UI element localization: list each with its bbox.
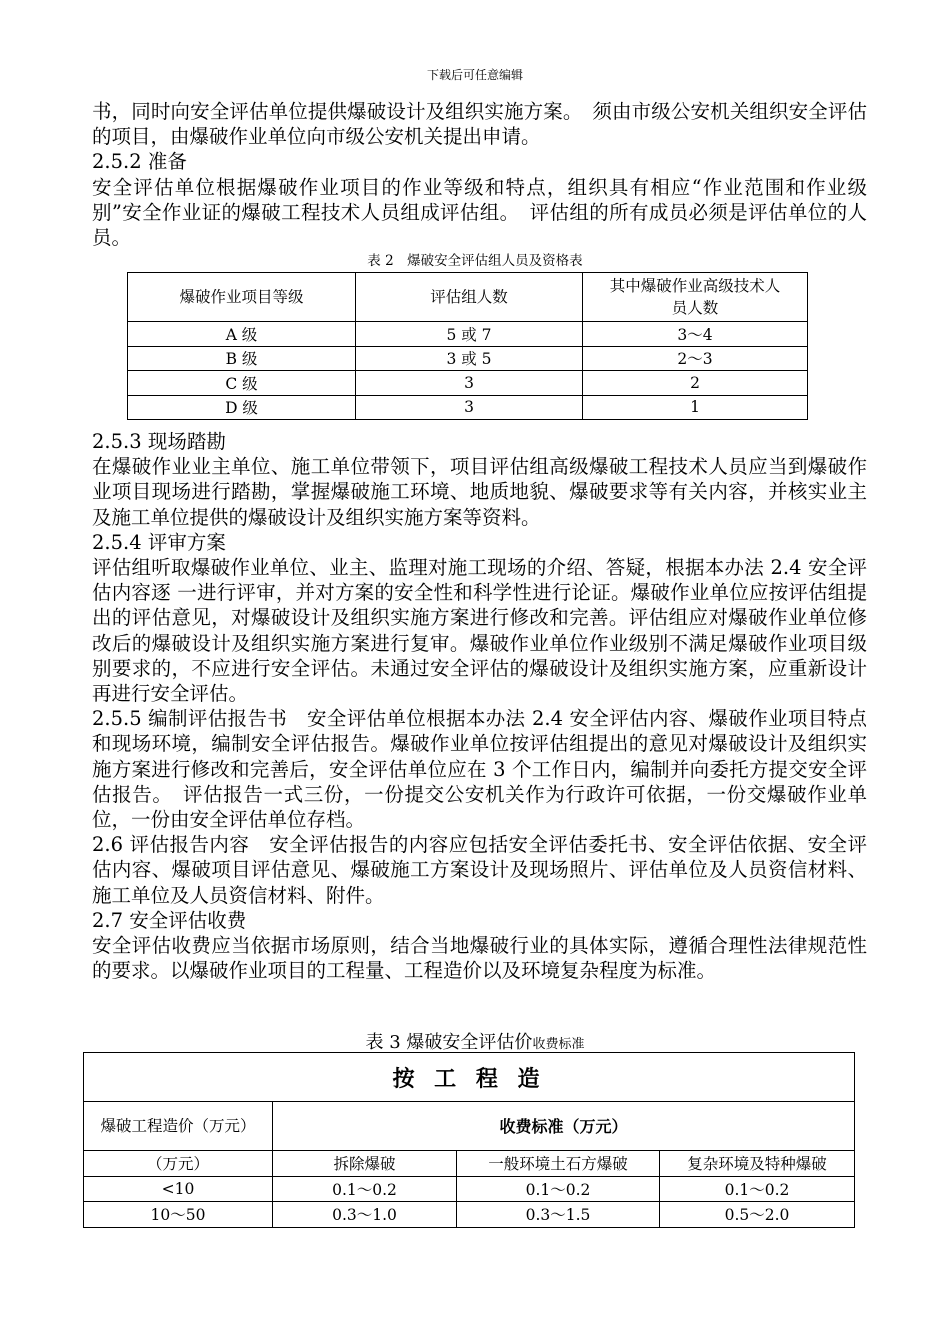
section-2-5-5: 2.5.5 编制评估报告书 安全评估单位根据本办法 2.4 安全评估内容、爆破作业项目特点和现场环境，编制安全评估报告。爆破作业单位按评估组提出的意见对爆破设计及组织实施方案进行修改和完善后，安全评估单位应在 3 个工作日内，编制并向委托方提交安全评估报告。 评估报告一式三份，一份提交公安机关作为行政许可依据，一份交爆破作业单位，一份由安全评估单位存档。 xyxy=(92,707,867,832)
table-cell: 3 或 5 xyxy=(356,346,583,371)
table-header-row xyxy=(84,1102,855,1151)
fee-standard-header-cell: 收费标准（万元） xyxy=(273,1102,855,1151)
section-2-5-3-title: 2.5.3 现场踏勘 xyxy=(92,430,226,453)
table-cell: A 级 xyxy=(128,322,356,347)
table-cell: 0.5～2.0 xyxy=(660,1202,855,1228)
subheader-cell: 一般环境土石方爆破 xyxy=(457,1151,660,1177)
intro-paragraph: 书，同时向安全评估单位提供爆破设计及组织实施方案。 须由市级公安机关组织安全评估的项目，由爆破作业单位向市级公安机关提出申请。 xyxy=(92,100,867,149)
table-cell: 10～50 xyxy=(84,1202,273,1228)
table-cell: 1 xyxy=(583,395,808,420)
table-row xyxy=(128,322,808,347)
upper-text-block xyxy=(92,99,867,250)
section-2-5-4-title: 2.5.4 评审方案 xyxy=(92,530,226,554)
table-cell: 0.3～1.5 xyxy=(457,1202,660,1228)
table-cell: D 级 xyxy=(128,395,356,420)
table-title-row xyxy=(84,1053,855,1102)
personnel-qualification-table xyxy=(127,272,808,420)
header-cell: 其中爆破作业高级技术人员人数 xyxy=(583,273,808,322)
table-cell: 2 xyxy=(583,371,808,396)
table-row xyxy=(128,371,808,396)
table-row xyxy=(128,395,808,420)
table-cell: 3 xyxy=(356,395,583,420)
table-cell: 5 或 7 xyxy=(356,322,583,347)
section-2-6: 2.6 评估报告内容 安全评估报告的内容应包括安全评估委托书、安全评估依据、安全评估内容、爆破项目评估意见、爆破施工方案设计及现场照片、评估单位及人员资信材料、施工单位及人员资信材料、附件。 xyxy=(92,833,867,907)
section-2-5-2-title: 2.5.2 准备 xyxy=(92,150,187,174)
section-2-5-4-body: 评估组听取爆破作业单位、业主、监理对施工现场的介绍、答疑，根据本办法 2.4 安全评估内容逐 一进行评审，并对方案的安全性和科学性进行论证。爆破作业单位应按评估组提出的评估意见，对爆破设计及组织实施方案进行修改和完善。评估组应对爆破作业单位修改后的爆破设计及组织实施方案进行复审。爆破作业单位作业级别不满足爆破作业项目级别要求的，不应进行安全评估。未通过安全评估的爆破设计及组织实施方案，应重新设计再进行安全评估。 xyxy=(92,556,867,706)
section-2-7-title: 2.7 安全评估收费 xyxy=(92,908,247,932)
table-cell: <10 xyxy=(84,1176,273,1202)
table-cell: B 级 xyxy=(128,346,356,371)
table-subheader-row xyxy=(84,1151,855,1177)
table3-caption-main: 表 3 爆破安全评估价 xyxy=(365,1032,533,1053)
table-row xyxy=(128,346,808,371)
cost-header-cell: 爆破工程造价（万元） xyxy=(84,1102,273,1151)
table3-caption xyxy=(0,1028,950,1054)
table-title-cell: 按 工 程 造 xyxy=(84,1053,855,1102)
table-row xyxy=(84,1176,855,1202)
table-header-row xyxy=(128,273,808,322)
subheader-cell: （万元） xyxy=(84,1151,273,1177)
table-cell: 0.1～0.2 xyxy=(273,1176,457,1202)
subheader-cell: 复杂环境及特种爆破 xyxy=(660,1151,855,1177)
page-header: 下载后可任意编辑 xyxy=(426,68,523,82)
table2-caption: 表 2 爆破安全评估组人员及资格表 xyxy=(367,253,583,269)
table-cell: C 级 xyxy=(128,371,356,396)
table-cell: 0.1～0.2 xyxy=(457,1176,660,1202)
table3-caption-small: 收费标准 xyxy=(532,1037,585,1052)
table-cell: 3～4 xyxy=(583,322,808,347)
lower-text-block xyxy=(92,429,867,983)
header-cell: 评估组人数 xyxy=(356,273,583,322)
table-cell: 2～3 xyxy=(583,346,808,371)
table-cell: 0.3～1.0 xyxy=(273,1202,457,1228)
section-2-7-body: 安全评估收费应当依据市场原则，结合当地爆破行业的具体实际，遵循合理性法律规范性的要求。以爆破作业项目的工程量、工程造价以及环境复杂程度为标准。 xyxy=(92,934,867,983)
fee-standard-table xyxy=(83,1052,855,1228)
section-2-5-3-body: 在爆破作业业主单位、施工单位带领下，项目评估组高级爆破工程技术人员应当到爆破作业项目现场进行踏勘，掌握爆破施工环境、地质地貌、爆破要求等有关内容，并核实业主及施工单位提供的爆破设计及组织实施方案等资料。 xyxy=(92,455,867,529)
subheader-cell: 拆除爆破 xyxy=(273,1151,457,1177)
table-row xyxy=(84,1202,855,1228)
header-cell: 爆破作业项目等级 xyxy=(128,273,356,322)
table-cell: 3 xyxy=(356,371,583,396)
table-cell: 0.1～0.2 xyxy=(660,1176,855,1202)
section-2-5-2-body: 安全评估单位根据爆破作业项目的作业等级和特点，组织具有相应“作业范围和作业级别”安全作业证的爆破工程技术人员组成评估组。 评估组的所有成员必须是评估单位的人员。 xyxy=(92,175,867,250)
